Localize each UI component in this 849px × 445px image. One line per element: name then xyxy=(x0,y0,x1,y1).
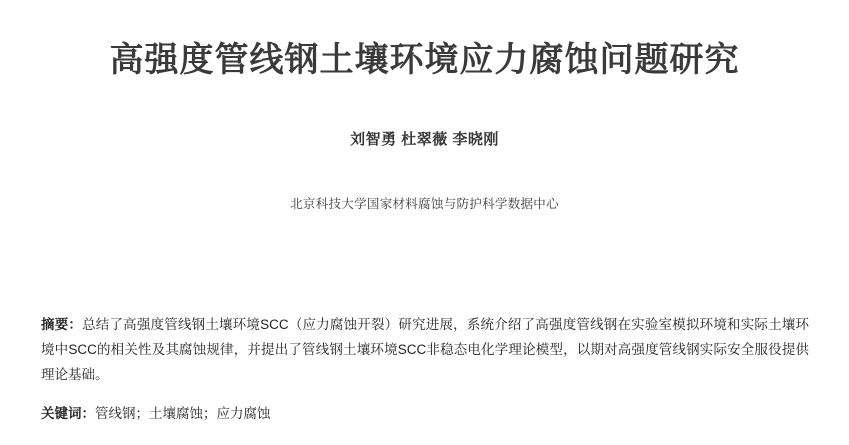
page-title: 高强度管线钢土壤环境应力腐蚀问题研究 xyxy=(109,41,740,79)
abstract-block xyxy=(41,312,809,387)
keywords-text: 管线钢；土壤腐蚀；应力腐蚀 xyxy=(95,406,271,421)
abstract-label: 摘要： xyxy=(41,317,83,332)
author-list: 刘智勇 杜翠薇 李晓刚 xyxy=(350,131,499,148)
keywords-line xyxy=(41,403,809,425)
keywords-label: 关键词： xyxy=(41,406,95,421)
abstract-text: 总结了高强度管线钢土壤环境SCC（应力腐蚀开裂）研究进展，系统介绍了高强度管线钢在实验室模拟环境和实际土壤环境中SCC的相关性及其腐蚀规律，并提出了管线钢土壤环境SCC非稳态电化学理论模型，以期对高强度管线钢实际安全服役提供理论基础。 xyxy=(41,317,809,382)
abstract-paragraph xyxy=(41,312,809,387)
affiliation: 北京科技大学国家材料腐蚀与防护科学数据中心 xyxy=(290,197,559,211)
